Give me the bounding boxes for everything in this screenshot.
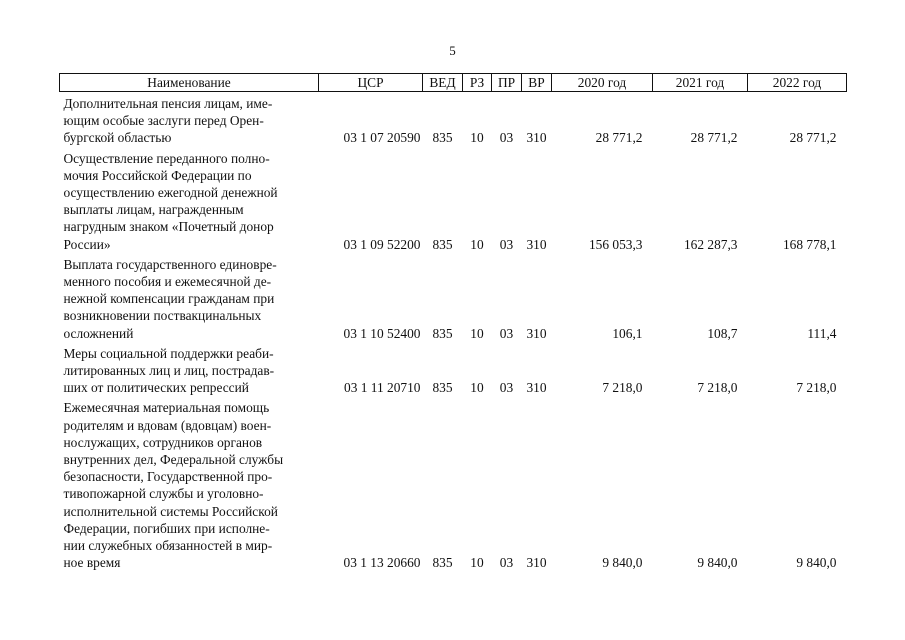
row-2022: 111,4	[807, 325, 837, 341]
row-name-line: Дополнительная пенсия лицам, име-	[63, 96, 273, 111]
table-row	[60, 342, 847, 397]
row-name	[60, 92, 319, 147]
row-name	[60, 342, 319, 397]
row-name-line: исполнительной системы Российской	[63, 503, 278, 519]
row-name-line: нослужащих, сотрудников органов	[63, 434, 263, 450]
table-row	[60, 92, 847, 147]
row-2022: 9 840,0	[796, 555, 837, 571]
row-2020: 106,1	[612, 325, 643, 341]
row-csr: 03 1 07 20590	[343, 130, 421, 146]
row-rz: 10	[470, 380, 484, 396]
header-2021: 2021 год	[653, 74, 748, 92]
row-2020: 28 771,2	[595, 130, 643, 146]
row-2022: 168 778,1	[782, 236, 837, 252]
row-name-line: возникновении поствакцинальных	[63, 308, 262, 324]
header-vr: ВР	[522, 74, 552, 92]
row-name-line: Ежемесячная материальная помощь	[63, 400, 270, 416]
row-2020: 156 053,3	[588, 236, 643, 252]
row-name-line: нежной компенсации гражданам при	[63, 291, 275, 307]
row-name-line: ших от политических репрессий	[63, 380, 249, 396]
header-rz: РЗ	[463, 74, 492, 92]
row-name-line: тивопожарной службы и уголовно-	[63, 486, 264, 502]
budget-table	[59, 73, 847, 571]
row-name-line: России»	[63, 236, 111, 252]
row-rz: 10	[470, 555, 484, 571]
row-rz: 10	[470, 130, 484, 146]
row-vr: 310	[526, 325, 547, 341]
row-name-line: Осуществление переданного полно-	[63, 150, 270, 166]
row-2021: 162 287,3	[683, 236, 738, 252]
header-2020: 2020 год	[552, 74, 653, 92]
row-name-line: ное время	[63, 555, 121, 571]
header-pr: ПР	[492, 74, 522, 92]
row-2021: 7 218,0	[697, 380, 738, 396]
page-number: 5	[449, 43, 456, 58]
row-2022: 28 771,2	[789, 130, 837, 146]
row-csr: 03 1 09 52200	[343, 236, 421, 252]
table-row	[60, 253, 847, 342]
row-pr: 03	[499, 555, 514, 571]
row-name-line: безопасности, Государственной про-	[63, 469, 273, 485]
row-name	[60, 147, 319, 253]
row-name-line: нии служебных обязанностей в мир-	[63, 538, 273, 554]
row-csr: 03 1 13 20660	[343, 555, 421, 571]
row-name-line: выплаты лицам, награжденным	[63, 202, 244, 218]
row-ved: 835	[432, 380, 453, 396]
row-csr: 03 1 10 52400	[343, 325, 421, 341]
row-ved: 835	[432, 236, 453, 252]
row-name-line: нагрудным знаком «Почетный донор	[63, 219, 274, 235]
row-pr: 03	[499, 380, 514, 396]
row-name-line: внутренних дел, Федеральной службы	[63, 452, 284, 468]
header-row	[60, 74, 847, 92]
row-pr: 03	[499, 236, 514, 252]
row-2020: 9 840,0	[602, 555, 643, 571]
row-name-line: Федерации, погибших при исполне-	[63, 520, 270, 536]
table-row	[60, 396, 847, 571]
header-2022: 2022 год	[748, 74, 847, 92]
header-csr: ЦСР	[319, 74, 423, 92]
row-2020: 7 218,0	[602, 380, 643, 396]
row-name-line: ющим особые заслуги перед Орен-	[63, 113, 264, 129]
row-ved: 835	[432, 130, 453, 146]
row-ved: 835	[432, 555, 453, 571]
row-rz: 10	[470, 325, 484, 341]
row-name-line: мочия Российской Федерации по	[63, 167, 252, 183]
row-csr: 03 1 11 20710	[344, 380, 421, 396]
row-name-line: осложнений	[63, 325, 134, 341]
row-name-line: родителям и вдовам (вдовцам) воен-	[63, 417, 272, 433]
row-rz: 10	[470, 236, 484, 252]
row-ved: 835	[432, 325, 453, 341]
row-name	[60, 396, 319, 571]
row-name-line: осуществлению ежегодной денежной	[63, 185, 278, 201]
row-vr: 310	[526, 130, 547, 146]
row-name-line: менного пособия и ежемесячной де-	[63, 274, 272, 290]
row-2022: 7 218,0	[796, 380, 837, 396]
row-2021: 108,7	[707, 325, 738, 341]
row-vr: 310	[526, 380, 547, 396]
row-name-line: Меры социальной поддержки реаби-	[63, 345, 274, 361]
row-pr: 03	[499, 130, 514, 146]
row-name	[60, 253, 319, 342]
row-vr: 310	[526, 236, 547, 252]
row-vr: 310	[526, 555, 547, 571]
row-2021: 9 840,0	[697, 555, 738, 571]
row-2021: 28 771,2	[690, 130, 738, 146]
header-name: Наименование	[60, 74, 319, 92]
table-row	[60, 147, 847, 253]
row-name-line: литированных лиц и лиц, пострадав-	[63, 363, 275, 379]
row-name-line: бургской областью	[63, 130, 172, 146]
header-ved: ВЕД	[423, 74, 463, 92]
row-pr: 03	[499, 325, 514, 341]
row-name-line: Выплата государственного единовре-	[63, 256, 277, 272]
